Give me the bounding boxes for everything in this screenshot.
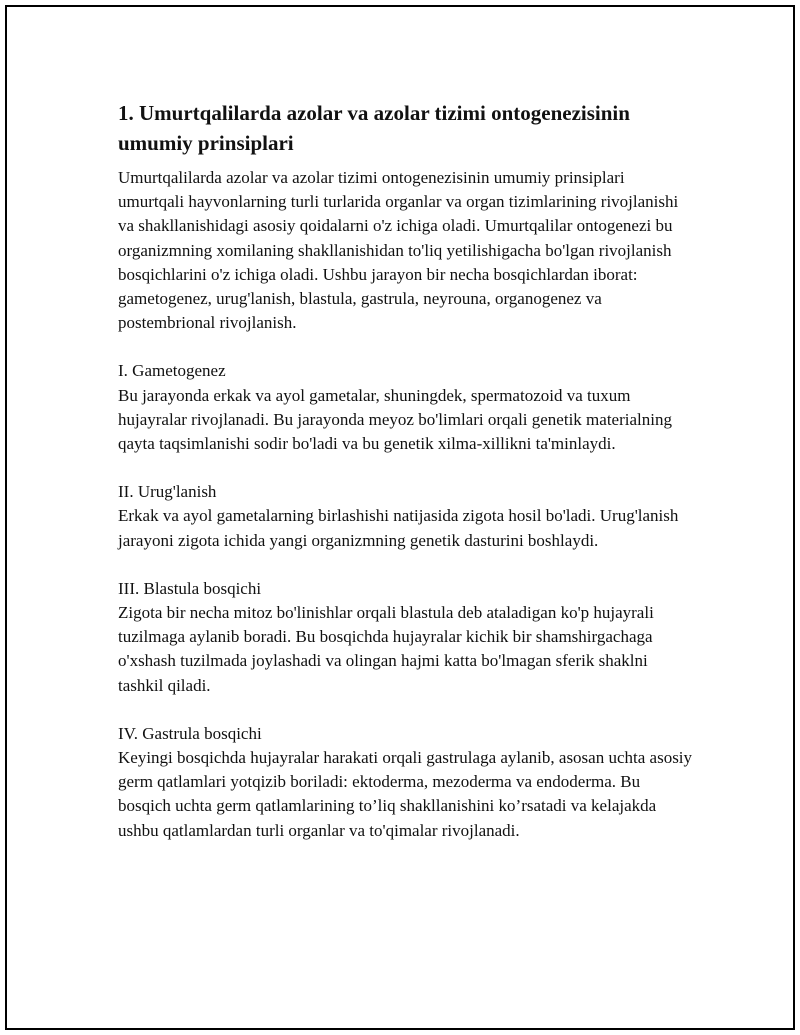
section-heading: IV. Gastrula bosqichi bbox=[118, 723, 262, 743]
section-text: Erkak va ayol gametalarning birlashishi natijasida zigota hosil bo'ladi. Urug'lanish jarayoni zigota ichida yangi organizmning genetik dasturini boshlaydi. bbox=[118, 506, 683, 550]
document-title: 1. Umurtqalilarda azolar va azolar tizimi ontogenezisinin umumiy prinsiplari bbox=[118, 101, 630, 155]
intro-paragraph: Umurtqalilarda azolar va azolar tizimi ontogenezisinin umumiy prinsiplari umurtqali hayvonlarning turli turlarida organlar va organ tizimlarining rivojlanishi va shakllanishidagi asosiy qoidalarni o'z ichiga oladi. Umurtqalilar ontogenezi bu organizmning xomilaning shakllanishidan to'liq yetilishigacha bo'lgan rivojlanish bosqichlarini o'z ichiga oladi. Ushbu jarayon bir necha bosqichlardan iborat: gametogenez, urug'lanish, blastula, gastrula, neyrouna, organogenez va postembrional rivojlanish. bbox=[118, 168, 683, 333]
section-heading: II. Urug'lanish bbox=[118, 482, 217, 502]
section-heading: I. Gametogenez bbox=[118, 361, 226, 381]
section-text: Bu jarayonda erkak va ayol gametalar, shuningdek, spermatozoid va tuxum hujayralar rivojlanadi. Bu jarayonda meyoz bo'limlari orqali genetik materialning qayta taqsimlanishi sodir bo'ladi va bu genetik xilma-xillikni ta'minlaydi. bbox=[118, 385, 677, 454]
section-blastula bbox=[118, 577, 693, 698]
document-page bbox=[5, 5, 795, 1030]
section-heading: III. Blastula bosqichi bbox=[118, 578, 262, 598]
document-content bbox=[118, 98, 697, 843]
section-gastrula bbox=[118, 722, 697, 843]
section-uruglanish bbox=[118, 480, 693, 553]
section-gametogenez bbox=[118, 359, 693, 456]
section-text: Keyingi bosqichda hujayralar harakati orqali gastrulaga aylanib, asosan uchta asosiy germ qatlamlari yotqizib boriladi: ektoderma, mezoderma va endoderma. Bu bosqich uchta germ qatlamlarining to’liq shakllanishini ko’rsatadi va kelajakda ushbu qatlamlardan turli organlar va to'qimalar rivojlanadi. bbox=[118, 748, 697, 840]
section-text: Zigota bir necha mitoz bo'linishlar orqali blastula deb ataladigan ko'p hujayrali tuzilmaga aylanib boradi. Bu bosqichda hujayralar kichik bir shamshirgachaga o'xshash tuzilmada joylashadi va olingan hajmi katta bo'lmagan sferik shaklni tashkil qiladi. bbox=[118, 603, 659, 695]
